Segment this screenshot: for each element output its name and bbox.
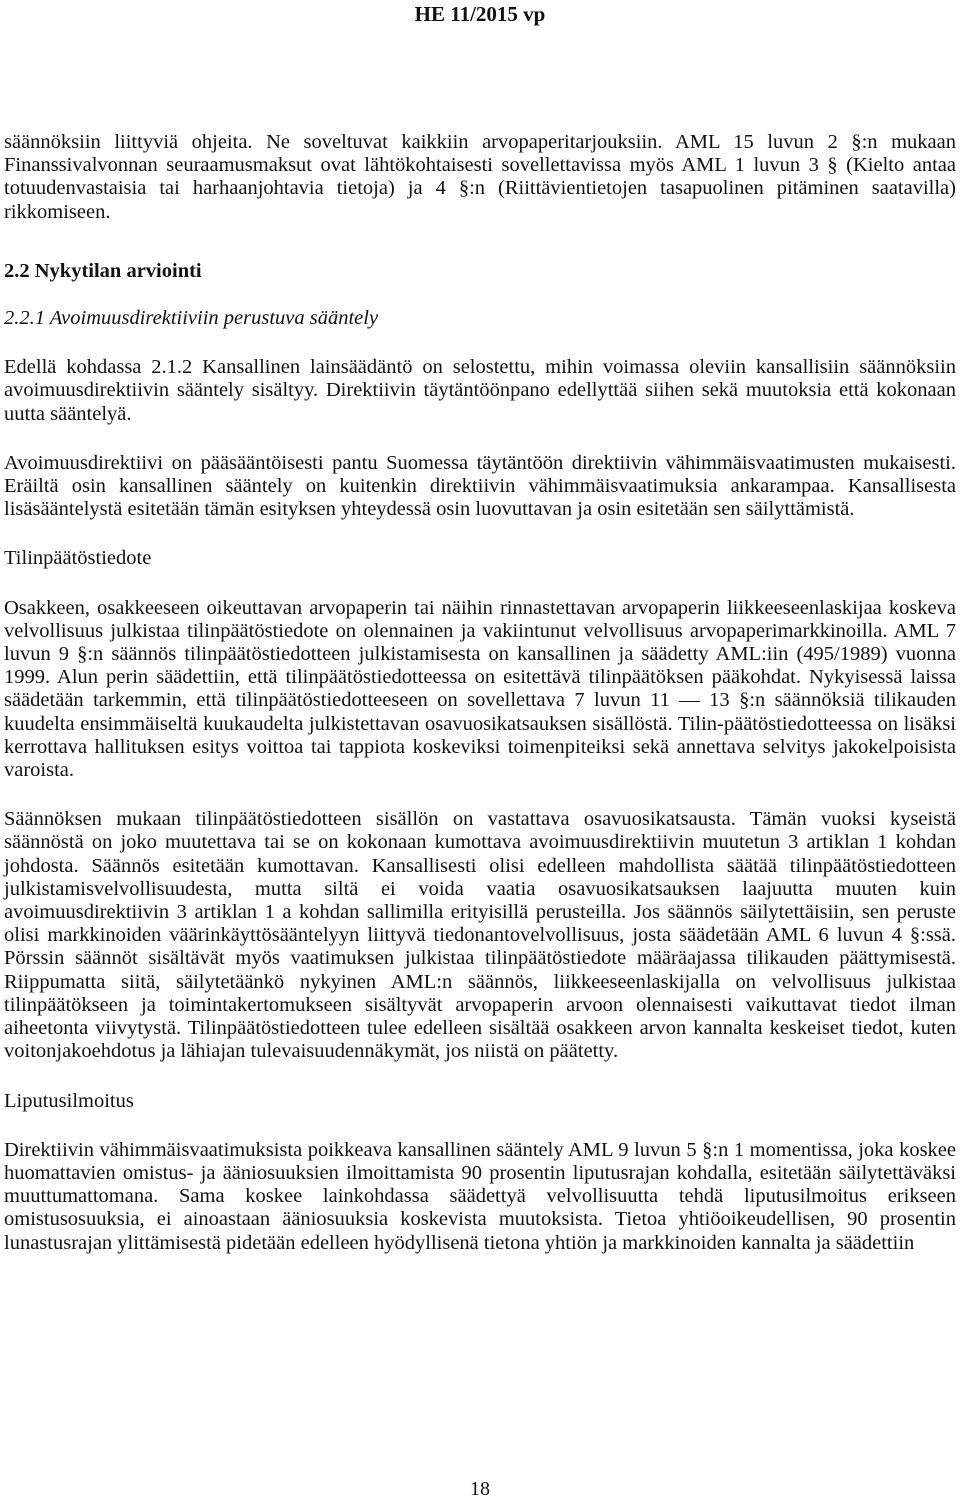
subheading-liputusilmoitus: Liputusilmoitus: [4, 1089, 134, 1112]
paragraph-direktiivin: Direktiivin vähimmäisvaatimuksista poikkeava kansallinen sääntely AML 9 luvun 5 §:n 1 momentissa, joka koskee huomattavien omistus- ja ääniosuuksien ilmoittamista 90 prosentin liputusrajan kohdalla, esitetään säilytettäväksi muuttumattomana. Sama koskee lainkohdassa säädettyä velvollisuutta tehdä liputusilmoitus erikseen omistusosuuksia, ei ainoastaan ääniosuuksia koskevista muutoksista. Tietoa yhtiöoikeudellisen, 90 prosentin lunastusrajan ylittämisestä pidetään edelleen hyödyllisenä tietona yhtiön ja markkinoiden kannalta ja säädettiin: [4, 1138, 956, 1254]
subheading-tilinpaatostiedote: Tilinpäätöstiedote: [4, 547, 152, 570]
document-body: [4, 131, 956, 1255]
document-header: HE 11/2015 vp: [414, 2, 546, 26]
page-number: 18: [470, 1478, 490, 1500]
section-heading-2-2: 2.2 Nykytilan arviointi: [4, 259, 202, 282]
paragraph-intro: säännöksiin liittyviä ohjeita. Ne soveltuvat kaikkiin arvopaperitarjouksiin. AML 15 luvun 2 §:n mukaan Finanssivalvonnan seuraamusmaksut ovat lähtökohtaisesti sovellettavissa myös AML 1 luvun 3 § (Kielto antaa totuudenvastaisia tai harhaanjohtavia tietoja) ja 4 §:n (Riittävientietojen tasapuolinen pitäminen saatavilla) rikkomiseen.: [4, 131, 956, 223]
paragraph-saannoksen: Säännöksen mukaan tilinpäätöstiedotteen sisällön on vastattava osavuosikatsausta. Tämän vuoksi kyseistä säännöstä on joko muutettava tai se on kokonaan kumottava avoimuusdirektiivin muutetun 3 artiklan 1 kohdan johdosta. Säännös esitetään kumottavan. Kansallisesti olisi edelleen mahdollista säätää tilinpäätöstiedotteen julkistamisvelvollisuudesta, mutta siltä ei voida vaatia osavuosikatsauksen laajuutta muuten kuin avoimuusdirektiivin 3 artiklan 1 a kohdan sallimilla erityisillä perusteilla. Jos säännös säilytettäisiin, sen peruste olisi markkinoiden väärinkäyttösääntelyyn liittyvä tiedonantovelvollisuus, josta säädetään AML 6 luvun 4 §:ssä. Pörssin säännöt sisältävät myös vaatimuksen julkistaa tilinpäätöstiedote määräajassa tilikauden päättymisestä. Riippumatta siitä, säilytetäänkö nykyinen AML:n säännös, liikkeeseenlaskijalla on velvollisuus julkistaa tilinpäätökseen ja toimintakertomukseen sisältyvät arvopaperin arvoon olennaisesti vaikuttavat tiedot ilman aiheetonta viivytystä. Tilinpäätöstiedotteen tulee edelleen sisältää osakkeen arvon kannalta keskeiset tiedot, kuten voitonjakoehdotus ja lähiajan tulevaisuudennäkymät, jos niistä on päätetty.: [4, 808, 956, 1063]
paragraph-avoimuusdirektiivi: Avoimuusdirektiivi on pääsääntöisesti pantu Suomessa täytäntöön direktiivin vähimmäisvaatimusten mukaisesti. Eräiltä osin kansallinen sääntely on kuitenkin direktiivin vähimmäisvaatimuksia ankarampaa. Kansallisesta lisäsääntelystä esitetään tämän esityksen yhteydessä osin luovuttavan ja osin esitetään sen säilyttämistä.: [4, 451, 956, 521]
subsection-heading-2-2-1: 2.2.1 Avoimuusdirektiiviin perustuva sääntely: [4, 307, 379, 330]
paragraph-edella: Edellä kohdassa 2.1.2 Kansallinen lainsäädäntö on selostettu, mihin voimassa oleviin kansallisiin säännöksiin avoimuusdirektiivin sääntely sisältyy. Direktiivin täytäntöönpano edellyttää siihen sekä muutoksia että kokonaan uutta sääntelyä.: [4, 356, 956, 425]
paragraph-osakkeen: Osakkeen, osakkeeseen oikeuttavan arvopaperin tai näihin rinnastettavan arvopaperin liikkeeseenlaskijaa koskeva velvollisuus julkistaa tilinpäätöstiedote on olennainen ja vakiintunut velvollisuus arvopaperimarkkinoilla. AML 7 luvun 9 §:n säännös tilinpäätöstiedotteen julkistamisesta on kansallinen ja säädetty AML:iin (495/1989) vuonna 1999. Alun perin säädettiin, että tilinpäätöstiedotteessa on esitettävä tilinpäätöksen pääkohdat. Nykyisessä laissa säädetään tarkemmin, että tilinpäätöstiedotteeseen on sovellettava 7 luvun 11 — 13 §:n säännöksiä tilikauden kuudelta ensimmäiseltä kuukaudelta julkistettavan osavuosikatsauksen sisällöstä. Tilin-päätöstiedotteessa on lisäksi kerrottava hallituksen esitys voittoa tai tappiota koskeviksi toimenpiteiksi sekä annettava selvitys jakokelpoisista varoista.: [4, 596, 956, 782]
